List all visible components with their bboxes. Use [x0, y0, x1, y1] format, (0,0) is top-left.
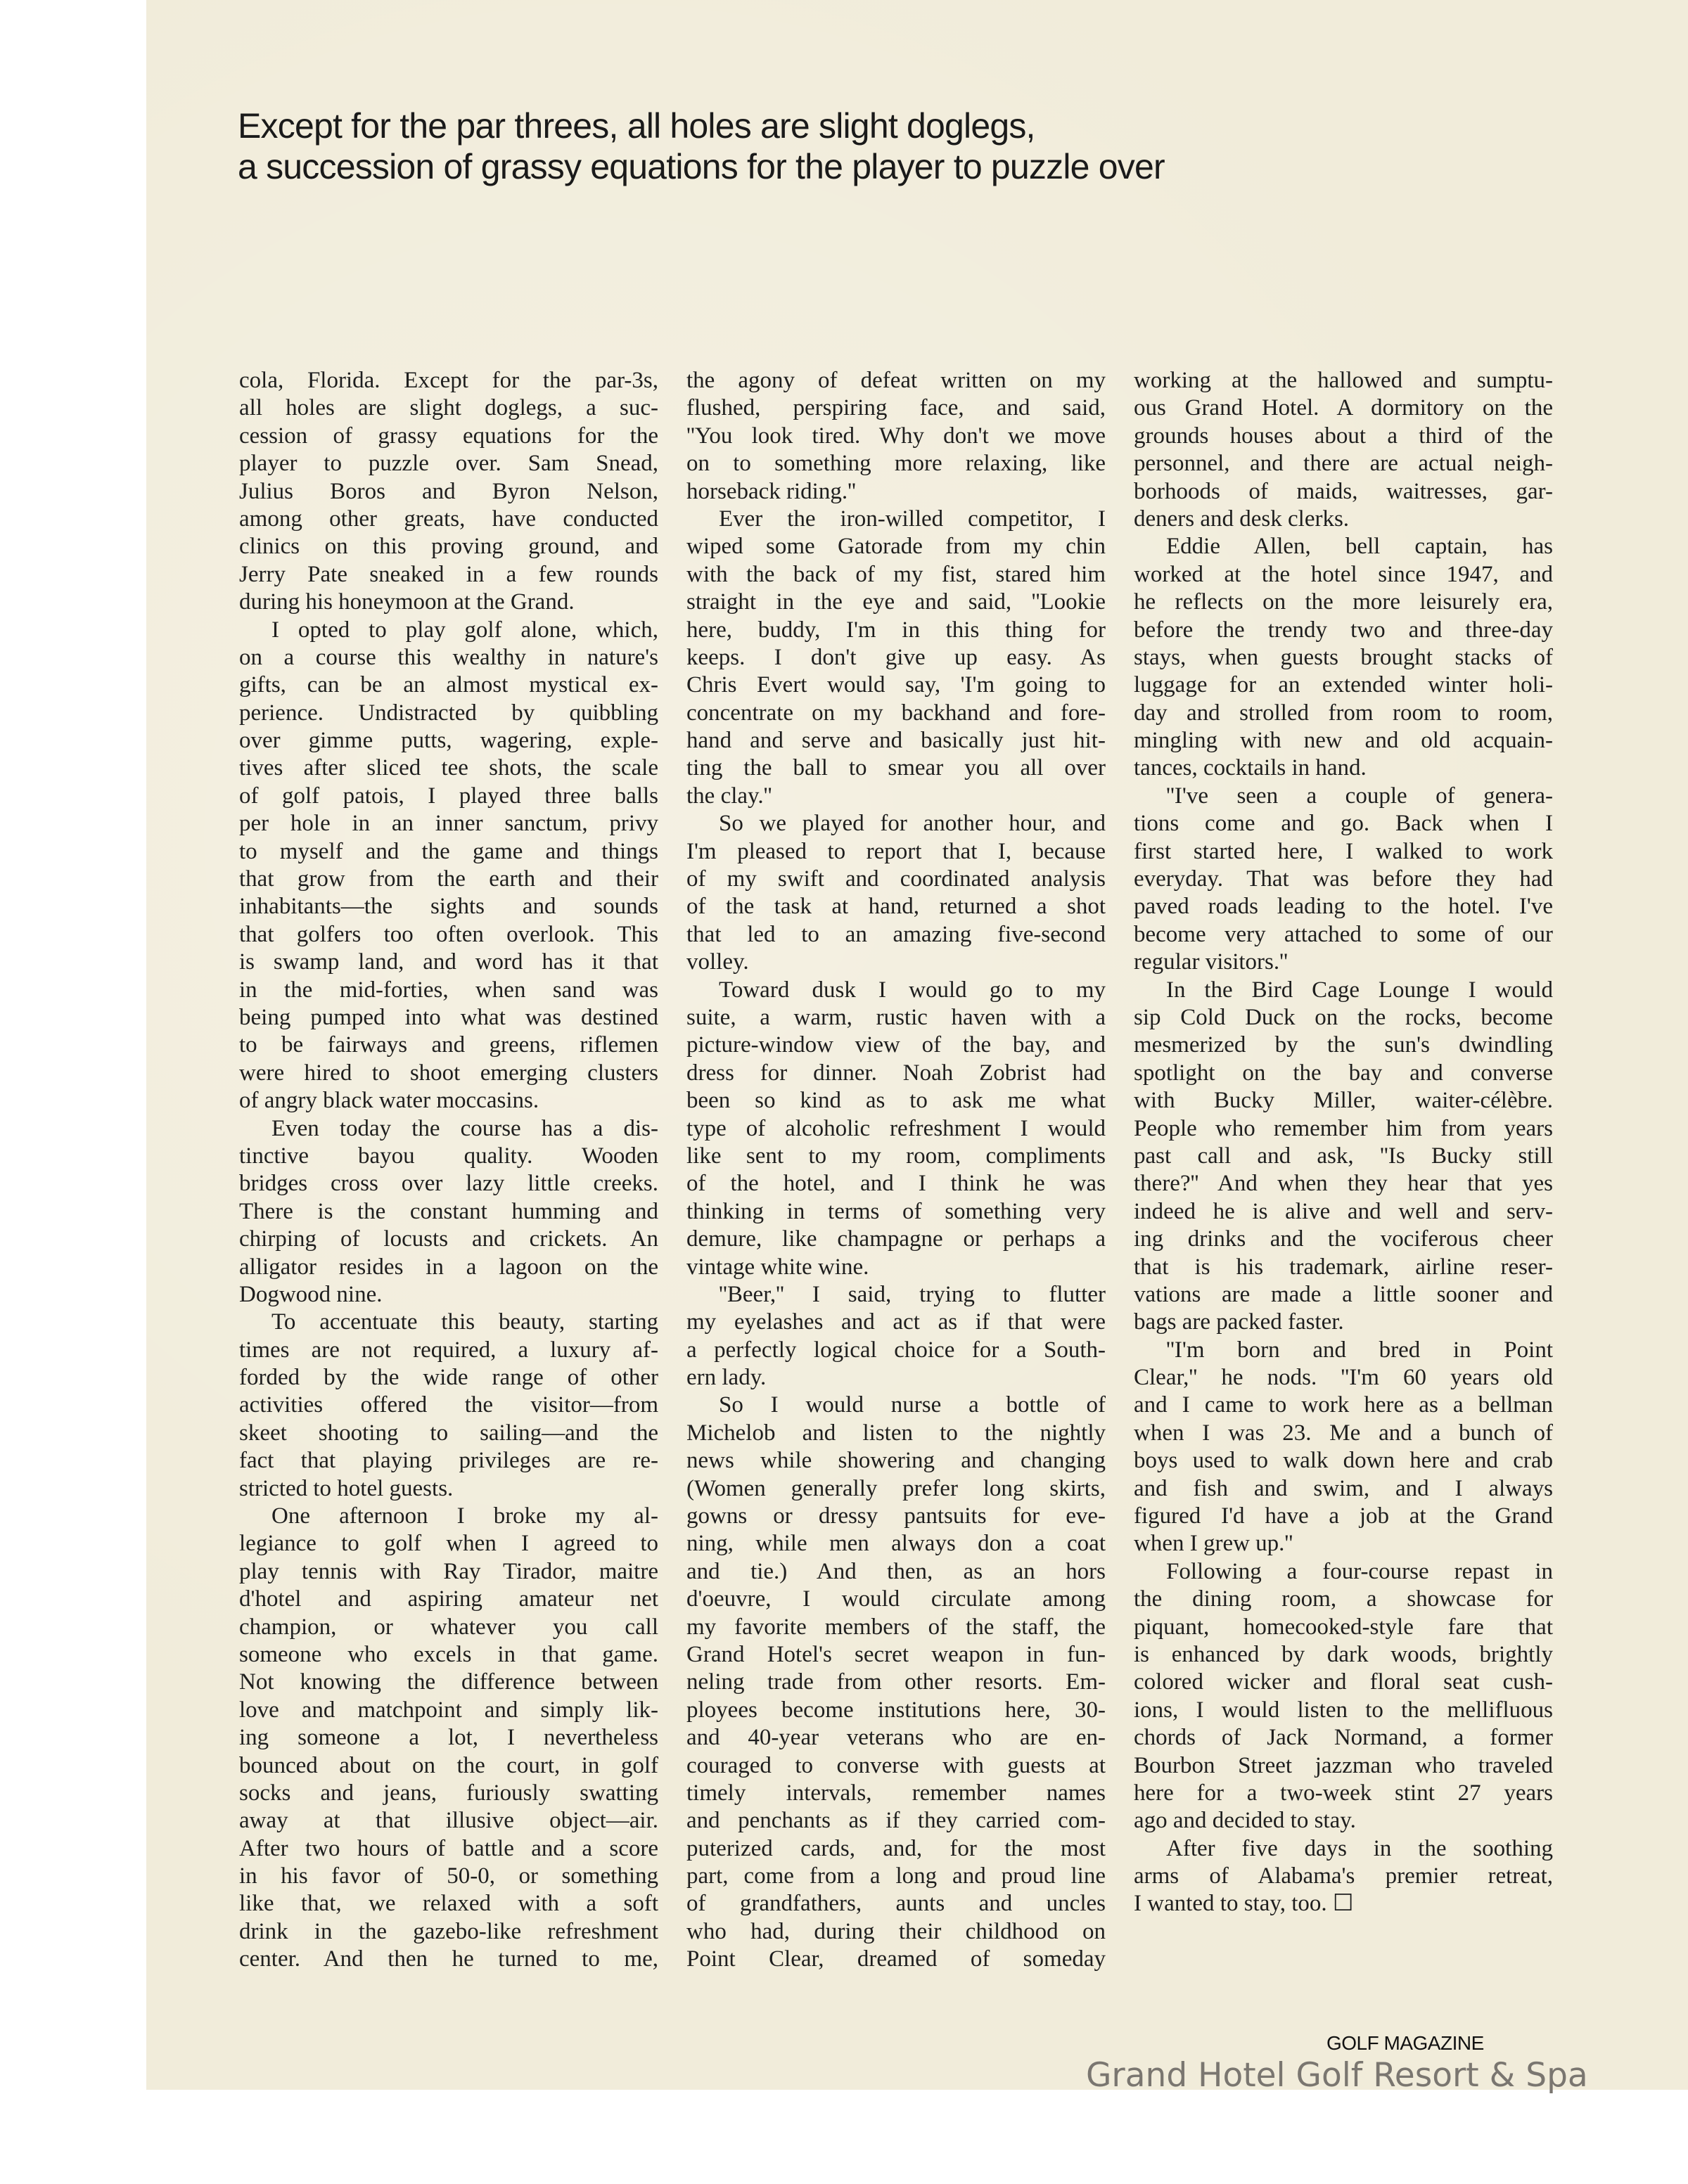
paragraph	[1134, 367, 1553, 533]
text-line: among other greats, have conducted	[239, 506, 658, 532]
text-line: player to puzzle over. Sam Snead,	[239, 451, 658, 477]
text-line: in the mid-forties, when sand was	[239, 977, 658, 1003]
text-line: here for a two-week stint 27 years	[1134, 1780, 1553, 1806]
text-line: Following a four-course repast in	[1166, 1558, 1553, 1584]
text-line: being pumped into what was destined	[239, 1004, 658, 1030]
text-line: day and strolled from room to room,	[1134, 700, 1553, 726]
text-line: of the task at hand, returned a shot	[686, 894, 1106, 920]
text-line: ''Beer,'' I said, trying to flutter	[719, 1281, 1106, 1307]
paragraph	[1134, 977, 1553, 1337]
text-line: skeet shooting to sailing—and the	[239, 1420, 658, 1446]
text-line: ''I've seen a couple of genera-	[1166, 783, 1553, 809]
text-line: stricted to hotel guests.	[239, 1475, 454, 1501]
text-line: Michelob and listen to the nightly	[686, 1420, 1106, 1446]
paragraph	[686, 506, 1106, 810]
text-line: Bourbon Street jazzman who traveled	[1134, 1752, 1553, 1778]
text-line: is enhanced by dark woods, brightly	[1134, 1641, 1553, 1667]
text-line: ning, while men always don a coat	[686, 1531, 1106, 1557]
text-line: I opted to play golf alone, which,	[271, 617, 658, 643]
paragraph	[686, 810, 1106, 976]
text-line: that golfers too often overlook. This	[239, 921, 658, 947]
text-line: After two hours of battle and a score	[239, 1835, 658, 1861]
text-line: with the back of my fist, stared him	[686, 561, 1106, 587]
text-line: puterized cards, and, for the most	[686, 1835, 1106, 1861]
text-line: Point Clear, dreamed of someday	[686, 1946, 1106, 1972]
paragraph	[1134, 1558, 1553, 1835]
text-line: ern lady.	[686, 1365, 767, 1391]
text-line: worked at the hotel since 1947, and	[1134, 561, 1553, 587]
text-line: Jerry Pate sneaked in a few rounds	[239, 561, 658, 587]
text-line: there?'' And when they hear that yes	[1134, 1171, 1553, 1197]
text-line: he reflects on the more leisurely era,	[1134, 589, 1553, 615]
text-line: I wanted to stay, too. ☐	[1134, 1891, 1354, 1917]
text-line: chirping of locusts and crickets. An	[239, 1226, 658, 1252]
text-line: first started here, I walked to work	[1134, 838, 1553, 864]
text-line: past call and ask, ''Is Bucky still	[1134, 1143, 1553, 1169]
text-line: neling trade from other resorts. Em-	[686, 1669, 1106, 1695]
text-line: concentrate on my backhand and fore-	[686, 700, 1106, 726]
paragraph	[239, 1503, 658, 1974]
text-line: the clay.''	[686, 783, 772, 809]
text-line: So I would nurse a bottle of	[719, 1392, 1106, 1418]
text-line: news while showering and changing	[686, 1448, 1106, 1474]
text-line: socks and jeans, furiously swatting	[239, 1780, 658, 1806]
text-line: People who remember him from years	[1134, 1115, 1553, 1141]
text-line: (Women generally prefer long skirts,	[686, 1475, 1106, 1501]
text-line: were hired to shoot emerging clusters	[239, 1060, 658, 1086]
text-line: part, come from a long and proud line	[686, 1863, 1106, 1889]
text-line: gifts, can be an almost mystical ex-	[239, 672, 658, 698]
magazine-credit: GOLF MAGAZINE	[1326, 2032, 1484, 2054]
text-line: during his honeymoon at the Grand.	[239, 589, 575, 615]
text-line: center. And then he turned to me,	[239, 1946, 658, 1972]
text-line: working at the hallowed and sumptu-	[1134, 368, 1553, 393]
text-line: vintage white wine.	[686, 1254, 869, 1280]
text-line: activities offered the visitor—from	[239, 1392, 658, 1418]
headline	[238, 105, 1165, 187]
text-line: and penchants as if they carried com-	[686, 1808, 1106, 1834]
text-line: Toward dusk I would go to my	[719, 977, 1106, 1003]
text-line: like that, we relaxed with a soft	[239, 1891, 658, 1917]
text-line: indeed he is alive and well and serv-	[1134, 1198, 1553, 1224]
headline-line-2: a succession of grassy equations for the player to puzzle over	[238, 147, 1165, 186]
text-line: sip Cold Duck on the rocks, become	[1134, 1004, 1553, 1030]
text-line: Eddie Allen, bell captain, has	[1166, 534, 1553, 560]
text-line: ployees become institutions here, 30-	[686, 1697, 1106, 1723]
text-line: of angry black water moccasins.	[239, 1088, 539, 1114]
text-line: cola, Florida. Except for the par-3s,	[239, 368, 658, 393]
text-line: that grow from the earth and their	[239, 866, 658, 892]
text-line: is swamp land, and word has it that	[239, 949, 658, 975]
watermark-caption: Grand Hotel Golf Resort & Spa	[1086, 2056, 1588, 2095]
text-line: mesmerized by the sun's dwindling	[1134, 1032, 1553, 1058]
paragraph	[686, 1281, 1106, 1392]
text-line: To accentuate this beauty, starting	[271, 1309, 658, 1335]
text-line: One afternoon I broke my al-	[271, 1503, 658, 1529]
text-line: mingling with new and old acquain-	[1134, 728, 1553, 754]
text-line: fact that playing privileges are re-	[239, 1448, 658, 1474]
text-line: vations are made a little sooner and	[1134, 1281, 1553, 1307]
text-line: per hole in an inner sanctum, privy	[239, 811, 658, 837]
paragraph	[239, 1309, 658, 1503]
text-line: love and matchpoint and simply lik-	[239, 1697, 658, 1723]
text-line: deners and desk clerks.	[1134, 506, 1350, 532]
headline-line-1: Except for the par threes, all holes are slight doglegs,	[238, 106, 1035, 146]
text-line: bridges cross over lazy little creeks.	[239, 1171, 658, 1197]
text-line: become very attached to some of our	[1134, 921, 1553, 947]
article-column-2	[686, 367, 1106, 1974]
text-line: volley.	[686, 949, 749, 975]
text-line: flushed, perspiring face, and said,	[686, 395, 1106, 421]
paragraph	[1134, 533, 1553, 783]
text-line: Clear,'' he nods. ''I'm 60 years old	[1134, 1365, 1553, 1391]
text-line: that led to an amazing five-second	[686, 921, 1106, 947]
text-line: hand and serve and basically just hit-	[686, 728, 1106, 754]
text-line: with Bucky Miller, waiter-célèbre.	[1134, 1088, 1553, 1114]
text-line: ing someone a lot, I nevertheless	[239, 1725, 658, 1751]
paragraph	[239, 1115, 658, 1309]
text-line: ting the ball to smear you all over	[686, 755, 1106, 781]
text-line: suite, a warm, rustic haven with a	[686, 1004, 1106, 1030]
text-line: gowns or dressy pantsuits for eve-	[686, 1503, 1106, 1529]
text-line: a perfectly logical choice for a South-	[686, 1337, 1106, 1363]
text-line: tinctive bayou quality. Wooden	[239, 1143, 658, 1169]
text-line: when I was 23. Me and a bunch of	[1134, 1420, 1553, 1446]
text-line: and fish and swim, and I always	[1134, 1475, 1553, 1501]
text-line: champion, or whatever you call	[239, 1614, 658, 1640]
text-line: ions, I would listen to the mellifluous	[1134, 1697, 1553, 1723]
text-line: on to something more relaxing, like	[686, 451, 1106, 477]
text-line: alligator resides in a lagoon on the	[239, 1254, 658, 1280]
paragraph	[239, 367, 658, 617]
text-line: play tennis with Ray Tirador, maitre	[239, 1558, 658, 1584]
text-line: regular visitors.''	[1134, 949, 1289, 975]
text-line: couraged to converse with guests at	[686, 1752, 1106, 1778]
text-line: After five days in the soothing	[1166, 1835, 1553, 1861]
text-line: inhabitants—the sights and sounds	[239, 894, 658, 920]
text-line: d'oeuvre, I would circulate among	[686, 1586, 1106, 1612]
text-line: of grandfathers, aunts and uncles	[686, 1891, 1106, 1917]
text-line: personnel, and there are actual neigh-	[1134, 451, 1553, 477]
text-line: boys used to walk down here and crab	[1134, 1448, 1553, 1474]
text-line: when I grew up.''	[1134, 1531, 1293, 1557]
text-line: In the Bird Cage Lounge I would	[1166, 977, 1553, 1003]
text-line: d'hotel and aspiring amateur net	[239, 1586, 658, 1612]
text-line: bags are packed faster.	[1134, 1309, 1344, 1335]
text-line: ago and decided to stay.	[1134, 1808, 1356, 1834]
paragraph	[1134, 783, 1553, 977]
text-line: clinics on this proving ground, and	[239, 534, 658, 560]
text-line: tives after sliced tee shots, the scale	[239, 755, 658, 781]
text-line: all holes are slight doglegs, a suc-	[239, 395, 658, 421]
text-line: ''I'm born and bred in Point	[1166, 1337, 1553, 1363]
text-line: of the hotel, and I think he was	[686, 1171, 1106, 1197]
text-line: to myself and the game and things	[239, 838, 658, 864]
text-line: drink in the gazebo-like refreshment	[239, 1918, 658, 1944]
text-line: figured I'd have a job at the Grand	[1134, 1503, 1553, 1529]
text-line: ''You look tired. Why don't we move	[686, 423, 1106, 449]
text-line: over gimme putts, wagering, exple-	[239, 728, 658, 754]
text-line: timely intervals, remember names	[686, 1780, 1106, 1806]
paragraph	[1134, 1835, 1553, 1918]
text-line: Chris Evert would say, 'I'm going to	[686, 672, 1106, 698]
text-line: been so kind as to ask me what	[686, 1088, 1106, 1114]
text-line: chords of Jack Normand, a former	[1134, 1725, 1553, 1751]
text-line: of golf patois, I played three balls	[239, 783, 658, 809]
paragraph	[686, 1392, 1106, 1973]
text-line: of my swift and coordinated analysis	[686, 866, 1106, 892]
text-line: Even today the course has a dis-	[271, 1115, 658, 1141]
text-line: Grand Hotel's secret weapon in fun-	[686, 1641, 1106, 1667]
paragraph	[1134, 1337, 1553, 1558]
text-line: my favorite members of the staff, the	[686, 1614, 1106, 1640]
paragraph	[686, 367, 1106, 506]
text-line: and I came to work here as a bellman	[1134, 1392, 1553, 1418]
text-line: tions come and go. Back when I	[1134, 811, 1553, 837]
text-line: times are not required, a luxury af-	[239, 1337, 658, 1363]
text-line: to be fairways and greens, riflemen	[239, 1032, 658, 1058]
text-line: ing drinks and the vociferous cheer	[1134, 1226, 1553, 1252]
text-line: type of alcoholic refreshment I would	[686, 1115, 1106, 1141]
text-line: spotlight on the bay and converse	[1134, 1060, 1553, 1086]
paragraph	[686, 977, 1106, 1281]
text-line: wiped some Gatorade from my chin	[686, 534, 1106, 560]
text-line: the agony of defeat written on my	[686, 368, 1106, 393]
text-line: keeps. I don't give up easy. As	[686, 644, 1106, 670]
text-line: in his favor of 50-0, or something	[239, 1863, 658, 1889]
text-line: Dogwood nine.	[239, 1281, 383, 1307]
text-line: dress for dinner. Noah Zobrist had	[686, 1060, 1106, 1086]
text-line: colored wicker and floral seat cush-	[1134, 1669, 1553, 1695]
text-line: arms of Alabama's premier retreat,	[1134, 1863, 1553, 1889]
text-line: So we played for another hour, and	[719, 811, 1106, 837]
text-line: piquant, homecooked-style fare that	[1134, 1614, 1553, 1640]
text-line: Julius Boros and Byron Nelson,	[239, 478, 658, 504]
text-line: that is his trademark, airline reser-	[1134, 1254, 1553, 1280]
text-line: forded by the wide range of other	[239, 1365, 658, 1391]
text-line: here, buddy, I'm in this thing for	[686, 617, 1106, 643]
text-line: perience. Undistracted by quibbling	[239, 700, 658, 726]
text-line: and 40-year veterans who are en-	[686, 1725, 1106, 1751]
text-line: ous Grand Hotel. A dormitory on the	[1134, 395, 1553, 421]
text-line: everyday. That was before they had	[1134, 866, 1553, 892]
text-line: tances, cocktails in hand.	[1134, 755, 1367, 781]
text-line: demure, like champagne or perhaps a	[686, 1226, 1106, 1252]
text-line: who had, during their childhood on	[686, 1918, 1106, 1944]
text-line: bounced about on the court, in golf	[239, 1752, 658, 1778]
text-line: stays, when guests brought stacks of	[1134, 644, 1553, 670]
paragraph	[239, 617, 658, 1115]
text-line: someone who excels in that game.	[239, 1641, 658, 1667]
text-line: I'm pleased to report that I, because	[686, 838, 1106, 864]
text-line: before the trendy two and three-day	[1134, 617, 1553, 643]
text-line: on a course this wealthy in nature's	[239, 644, 658, 670]
text-line: away at that illusive object—air.	[239, 1808, 658, 1834]
text-line: There is the constant humming and	[239, 1198, 658, 1224]
article-column-1	[239, 367, 658, 1974]
text-line: borhoods of maids, waitresses, gar-	[1134, 478, 1553, 504]
text-line: Not knowing the difference between	[239, 1669, 658, 1695]
text-line: picture-window view of the bay, and	[686, 1032, 1106, 1058]
article-column-3	[1134, 367, 1553, 1918]
text-line: Ever the iron-willed competitor, I	[719, 506, 1106, 532]
text-line: my eyelashes and act as if that were	[686, 1309, 1106, 1335]
text-line: like sent to my room, compliments	[686, 1143, 1106, 1169]
text-line: paved roads leading to the hotel. I've	[1134, 894, 1553, 920]
text-line: cession of grassy equations for the	[239, 423, 658, 449]
text-line: legiance to golf when I agreed to	[239, 1531, 658, 1557]
text-line: grounds houses about a third of the	[1134, 423, 1553, 449]
text-line: thinking in terms of something very	[686, 1198, 1106, 1224]
text-line: luggage for an extended winter holi-	[1134, 672, 1553, 698]
text-line: straight in the eye and said, ''Lookie	[686, 589, 1106, 615]
text-line: and tie.) And then, as an hors	[686, 1558, 1106, 1584]
text-line: horseback riding.''	[686, 478, 856, 504]
text-line: the dining room, a showcase for	[1134, 1586, 1553, 1612]
